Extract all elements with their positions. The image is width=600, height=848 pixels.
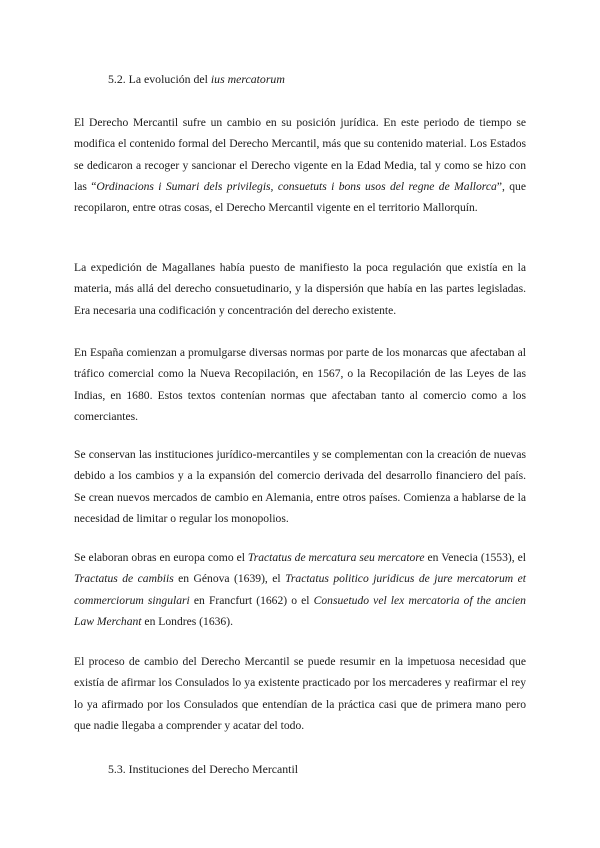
paragraph-5-text: en Londres (1636). [141,614,233,628]
paragraph-2-text: La expedición de Magallanes había puesto de manifiesto la poca regulación que existía en la materia, más allá del derecho consuetudinario, y la dispersión que había en las partes legisladas. Era necesaria una codificación y concentración del derecho existente. [74,261,526,317]
section-title: Instituciones del Derecho Mercantil [128,762,299,776]
paragraph-1 [74,112,526,218]
paragraph-3-text: En España comienzan a promulgarse diversas normas por parte de los monarcas que afectaban al tráfico comercial como la Nueva Recopilación, en 1567, o la Recopilación de las Leyes de las Indias, en 1680. Estos textos contenían normas que afectaban tanto al comercio como a los comerciantes. [74,346,526,423]
paragraph-1-italic-title: Ordinacions i Sumari dels privilegis, consuetuts i bons usos del regne de Mallorca [96,179,497,193]
paragraph-6-text: El proceso de cambio del Derecho Mercantil se puede resumir en la impetuosa necesidad que existía de afirmar los Consulados lo ya existente practicado por los mercaderes y reafirmar el rey lo ya afirmado por los Consulados que entendían de la práctica casi que de primera mano pero que nadie llegaba a comprender y acatar del todo. [74,655,526,732]
section-title-italic: ius mercatorum [210,72,285,86]
paragraph-5-text: en Génova (1639), el [173,572,286,586]
paragraph-4-text: Se conservan las instituciones jurídico-mercantiles y se complementan con la creación de nuevas debido a los cambios y a la expansión del comercio derivada del desarrollo financiero del país. Se crean nuevos mercados de cambio en Alemania, entre otros países. Comienza a hablarse de la necesidad de limitar o regular los monopolios. [74,448,526,525]
section-heading-5-3 [108,762,298,777]
section-number: 5.3. [108,762,126,776]
paragraph-1-text-b: ”, que recopilaron, entre otras cosas, el Derecho Mercantil vigente en el territorio Mallorquín. [74,179,526,215]
paragraph-2 [74,257,526,321]
work-title-italic: Tractatus politico juridicus de jure mercatorum et commerciorum singulari [74,572,526,607]
paragraph-5-text: en Francfurt (1662) o el [189,593,314,607]
section-number: 5.2. [108,72,126,86]
work-title-italic: Tractatus de mercatura seu mercatore [247,551,425,564]
paragraph-6 [74,651,526,736]
work-title-italic: Tractatus de cambiis [74,572,174,586]
paragraph-3 [74,342,526,427]
work-title-italic: Consuetudo vel lex mercatoria of the ancien Law Merchant [74,593,526,628]
section-heading-5-2 [108,72,285,87]
section-title: La evolución del [128,72,208,86]
paragraph-5-text: en Venecia (1553), el [424,551,526,564]
paragraph-5 [74,547,526,632]
paragraph-4 [74,444,526,529]
paragraph-1-text-a: El Derecho Mercantil sufre un cambio en su posición jurídica. En este periodo de tiempo se modifica el contenido formal del Derecho Mercantil, más que su contenido material. Los Estados se dedicaron a recoger y sancionar el Derecho vigente en la Edad Media, tal y como se hizo con las “ [74,116,526,193]
paragraph-5-text: Se elaboran obras en europa como el [74,551,248,564]
